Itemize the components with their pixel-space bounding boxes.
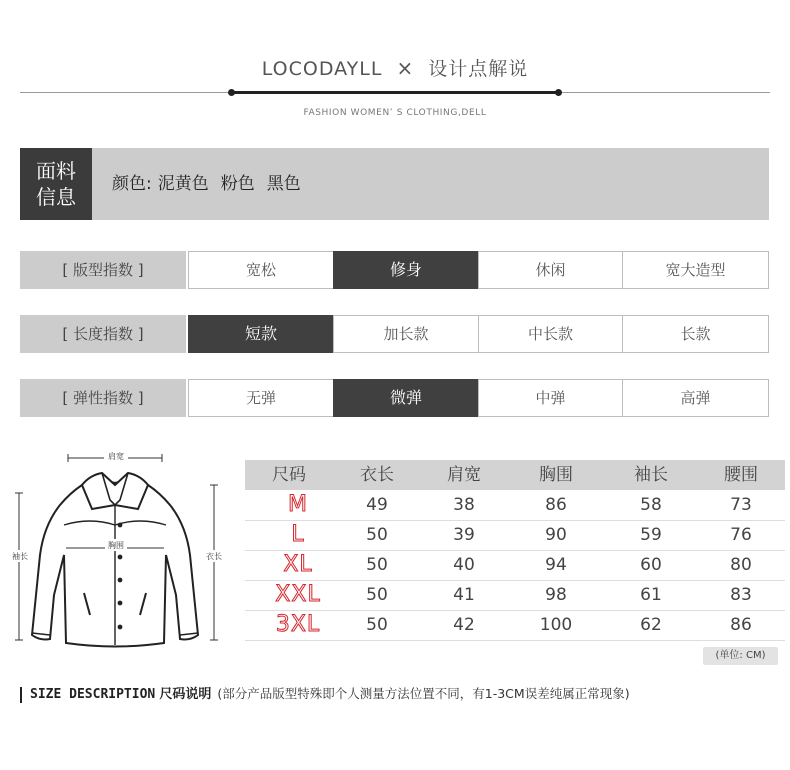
table-cell: 86	[545, 495, 567, 515]
table-cell: 60	[640, 555, 662, 575]
header-sleeve: 袖长	[634, 465, 668, 485]
fabric-info-label	[20, 148, 92, 220]
size-description-note: (部分产品版型特殊即个人测量方法位置不同，有1-3CM误差纯属正常现象)	[217, 686, 630, 701]
table-cell: 59	[640, 525, 662, 545]
header-waist: 腰围	[724, 465, 758, 485]
fit-index-row	[20, 251, 769, 289]
table-cell: 62	[640, 615, 662, 635]
table-cell: 80	[730, 555, 752, 575]
shoulder-width-label: 肩宽	[108, 452, 124, 461]
brand-name: LOCODAYLL	[261, 58, 383, 80]
fabric-colors	[112, 148, 313, 220]
header-length: 衣长	[360, 465, 394, 485]
table-cell: 41	[453, 585, 475, 605]
length-index-row	[20, 315, 769, 353]
table-cell: 39	[453, 525, 475, 545]
header-subtitle: FASHION WOMEN’ S CLOTHING,DELL	[303, 108, 487, 118]
stretch-option-medium: 中弹	[478, 379, 623, 417]
fit-option-slim: 修身	[333, 251, 479, 289]
divider-dot-left	[228, 89, 235, 96]
fabric-label-line1: 面料	[36, 159, 76, 183]
color-option: 黑色	[266, 174, 301, 194]
sleeve-length-label: 袖长	[12, 552, 28, 561]
unit-note: (单位: CM)	[703, 647, 778, 665]
size-label: L	[291, 522, 305, 547]
table-cell: 50	[366, 525, 388, 545]
stretch-index-row	[20, 379, 769, 417]
page-header	[0, 54, 790, 81]
size-label: 3XL	[275, 612, 321, 637]
table-cell: 98	[545, 585, 567, 605]
header-chest: 胸围	[539, 465, 573, 485]
table-cell: 83	[730, 585, 752, 605]
header-title: 设计点解说	[428, 58, 529, 80]
table-cell: 58	[640, 495, 662, 515]
table-cell: 40	[453, 555, 475, 575]
size-description	[20, 684, 630, 704]
color-option: 粉色	[220, 174, 255, 194]
header-divider-accent	[232, 91, 558, 94]
jacket-measurement-diagram	[10, 445, 242, 670]
table-cell: 100	[539, 615, 573, 635]
table-cell: 49	[366, 495, 388, 515]
size-description-en: SIZE DESCRIPTION	[30, 687, 156, 702]
table-cell: 42	[453, 615, 475, 635]
table-cell: 73	[730, 495, 752, 515]
size-description-cn: 尺码说明	[159, 687, 212, 702]
color-option: 泥黄色	[157, 174, 209, 194]
size-label: XL	[283, 552, 313, 577]
length-option-extra-long: 加长款	[333, 315, 479, 353]
table-cell: 86	[730, 615, 752, 635]
fit-option-casual: 休闲	[478, 251, 623, 289]
stretch-option-slight: 微弹	[333, 379, 479, 417]
table-cell: 50	[366, 555, 388, 575]
body-length-label: 衣长	[206, 552, 222, 561]
length-option-long: 长款	[622, 315, 769, 353]
header-size: 尺码	[272, 465, 306, 485]
length-option-short: 短款	[188, 315, 334, 353]
table-cell: 50	[366, 585, 388, 605]
table-cell: 76	[730, 525, 752, 545]
colors-label: 颜色:	[112, 174, 152, 194]
divider-dot-right	[555, 89, 562, 96]
fabric-label-line2: 信息	[36, 185, 76, 209]
fit-index-label: [ 版型指数 ]	[20, 251, 186, 289]
size-label: XXL	[275, 582, 321, 607]
table-cell: 61	[640, 585, 662, 605]
table-cell: 90	[545, 525, 567, 545]
size-label: M	[288, 492, 308, 517]
header-shoulder: 肩宽	[447, 465, 481, 485]
length-index-label: [ 长度指数 ]	[20, 315, 186, 353]
fit-option-loose: 宽松	[188, 251, 334, 289]
row-divider	[245, 640, 785, 641]
length-option-mid-long: 中长款	[478, 315, 623, 353]
table-cell: 50	[366, 615, 388, 635]
chest-label: 胸围	[108, 541, 124, 550]
fabric-info-band	[20, 148, 769, 220]
stretch-index-label: [ 弹性指数 ]	[20, 379, 186, 417]
description-bar	[20, 687, 22, 703]
stretch-option-high: 高弹	[622, 379, 769, 417]
table-cell: 38	[453, 495, 475, 515]
table-cell: 94	[545, 555, 567, 575]
fit-option-oversized: 宽大造型	[622, 251, 769, 289]
stretch-option-none: 无弹	[188, 379, 334, 417]
separator-x: ×	[396, 56, 415, 80]
